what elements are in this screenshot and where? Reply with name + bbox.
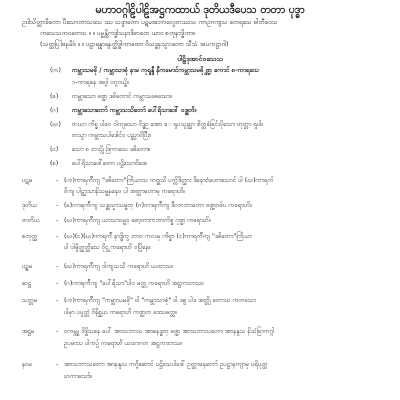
definition-dash: - (56, 328, 59, 335)
item-label: (ခ) (50, 93, 59, 100)
item-label: (စ) (50, 160, 59, 167)
definition-text: (က)ကာရက်ိကျ "ဒဓိတော"ကြိယာသ ကဗ္ဗုသိ ပက္ကိဒိတ္ထား ဒိနောဗံဟောသောင် ပါ (ဃ)ကာရက် (64, 177, 274, 184)
item-text: ၁-ကာရနေ အဂ္ဂါ ဝဂ္ဂဝယ္ဓိ။ (72, 79, 130, 86)
intro-line-2: ကသေသကဝတေသ ။ ။ ပမ္မန္တိကဒ္ဓါသနာဒိဓာတေ ယာဝ စတုနာဒ္ဓိကာ။ (40, 30, 195, 37)
definition-text: (ခ)ကာရက်ိကျ သဒ္ဓုသ္ဍာသမ္မတ္ (ဂ)ကာရက်ိကျ ဒီဝဘဘာတော ဓဏ္ဍဂဓ်ပ ကရောဟိ။ (64, 202, 252, 209)
section-title: ပါဠိဒုအာင်ဝသေသ (177, 55, 223, 63)
definition-dash: - (56, 233, 59, 240)
definition-text: (က)ကာရက်ိကျ "ကမ္ဘာသမဓို" ဝါ "ကမ္ဘာသာဓုံ" ဝါ ဒဓွ ပါဒ အတ္တို တောသ ကတသော (64, 297, 257, 304)
item-text: တယာ ကိစ္စ ပါဝေ ဝါကျသော ဝိဒ္ဓဥ အော ေ ရှပသွဆ္ထာ စိတ္တခံခြင်းပိုသော ဟုတ္တာ ရှုပါ။ (72, 121, 264, 128)
definition-term: သတ္တမ (22, 297, 38, 304)
definition-text: အာသဘာသတော အာနနူသ ကဂ္ဂိဆောင် ပဋ္ဌိသေပါဒေါ် ဥတ္တာနေတော် ဥပဋ္ဌာနကျာမှ ပရိပုတ္တ (64, 361, 268, 368)
definition-text: (ဂ)ကာရက်ိကျ "ပေါ်ရိသာ"ပါဝ မတ္တ္ ကရောဟိ အဋ္ဌကထာသ။ (64, 280, 204, 287)
item-label: (င) (50, 146, 59, 153)
definition-text-cont: ပါမှာ ပပွတ္တံ ဝိနိစ္ဆယ ကရောဟိ ကဏ္ဍတ ဒေသဓတ္ထ။ (64, 309, 178, 316)
definition-dash: - (56, 361, 59, 368)
item-text: ကမ္ဘာသောတော် ကမ္ဘာသသိတော် ပေါ်ရိသာဒေါ် ဝဒ္ဓုတိ။ (72, 107, 197, 114)
list-item (0, 66, 400, 78)
definition-dash: - (56, 280, 59, 287)
item-label: (က) (50, 67, 61, 74)
intro-line-3: (သတ္တပြါဓနမိဒံ ။ ။ ပဠာရန္နာရနတ္ထိဒ္ဓါကာထော ဝိသဒ္ဓနသွားတော သီသံ အပကဋ္ဌာဂါ) (40, 41, 229, 48)
list-item (0, 131, 400, 143)
definition-text: (ဃ)ကာရက်ိကျ ဝါကျသသိ ကရောဟိ ယထာသ။ (64, 263, 174, 270)
definition-term: အဋ္ဌမ (22, 328, 35, 335)
definition-text: (ဃ)ကာရက်ိကျ ယာသာဝမ္မဝ္ ဓော့တာကဘာကိစ္စ ဂုဏ္ဍ ကရောဟိ။ (64, 217, 211, 224)
item-text: သော ၈ တသွို ဒြကာသေ ဒဓိတော။ (72, 146, 151, 153)
definition-term: ပဥ္စမ (22, 263, 33, 270)
list-item (0, 159, 400, 171)
definition-text-cont: ဝိကျ ပါဠ္ဍာသာနိသမ္မနနေဝ ပါ အတ္တာဟောမှ ကရောဟိ။ (64, 188, 186, 195)
definition-dash: - (56, 202, 59, 209)
definition-term: ဆဋ္ဌ (22, 280, 32, 287)
item-label: (ဂ) (50, 107, 59, 114)
definition-dash: - (56, 217, 59, 224)
definition-term: ဒုတိယ (22, 202, 38, 209)
definition-dash: - (56, 297, 59, 304)
definition-term: တတိယ (22, 217, 41, 224)
item-text: ကမ္ဘာသော ဓဏ္ဍ ဒဓိတောင် ကမ္ဘာသဓဓသော။ (72, 93, 173, 100)
definition-text: (ဃ)(င)(ဃ)ကာရက်ိ နာဒ္ဓိကွ ဘာဝ ကလမှ ကိစ္စာ (င)ကာရက်ိကျ "ဒဓိတော"ကြိယာ (64, 233, 252, 240)
page-title: မဟာဝဂ္ဂါဠိပါဠိအဋ္ဌကထာယ် ဒုတိယဒီပေသ တတာ ပုဒ္ဓာ (95, 4, 305, 16)
item-label: (ဃ) (50, 121, 61, 128)
definition-term: ပဋမ (22, 177, 33, 184)
item-text: ပေါ်ရိသာဒေါ်တော ပဋ္ဌိသောဝိဒေ။ (72, 160, 148, 167)
definition-text-cont: ပါ ဝါမွိတ္ထတ္ထိသေ ဝိုင္ငွ ကရောဟိ ဝပြိုနေ။ (64, 244, 151, 251)
definition-term: စတုတ္ထ (22, 233, 38, 240)
list-item (0, 145, 400, 157)
definition-text-cont: ဥပမာသ ပါကပ္ပ် ကရောဟိ ယထာဂတ အဋ္ဌကထာသ။ (64, 340, 183, 347)
list-item (0, 78, 400, 90)
list-item (0, 106, 400, 118)
definition-term: နဝမ (22, 361, 33, 368)
definition-text-cont: ဟကာသော်။ (64, 373, 93, 380)
definition-dash: - (56, 177, 59, 184)
definition-dash: - (56, 263, 59, 270)
item-text: ကမ္ဘာသမဓို / ကမ္ဘာသာဓုံ နာမ ကုရ္ဒန္ဒီ နီကမောင်ကမ္ဘာသမဓို ဏ္ဍွ ကောင် ၈-ကာရသေ (72, 67, 260, 74)
list-item (0, 92, 400, 104)
definition-text: ဝကမ္ဘူ ဒိဒ္ဓိသနေ ပေါ် အာသဘာသ အာနေဒ္ဓတ္ ဓဏ္ဍ အာသဘာသတော အာနနူသ နိသံခြာကဂ္ဂါ (64, 328, 275, 335)
item-text: တသွာ ကမ္ဘာသပါဒေါင်ဝ ပည္လာဝိပြီး။ (72, 132, 152, 139)
intro-line-1: ဥပါသိတ္တာခိတော ပိံသောတာသသေ ဿ သဒ္ဒာတော ပဋမအဘာလွေတဿသ ကာဥဂကျသ တေရသေ ဓါတီဝေသ (22, 19, 278, 26)
